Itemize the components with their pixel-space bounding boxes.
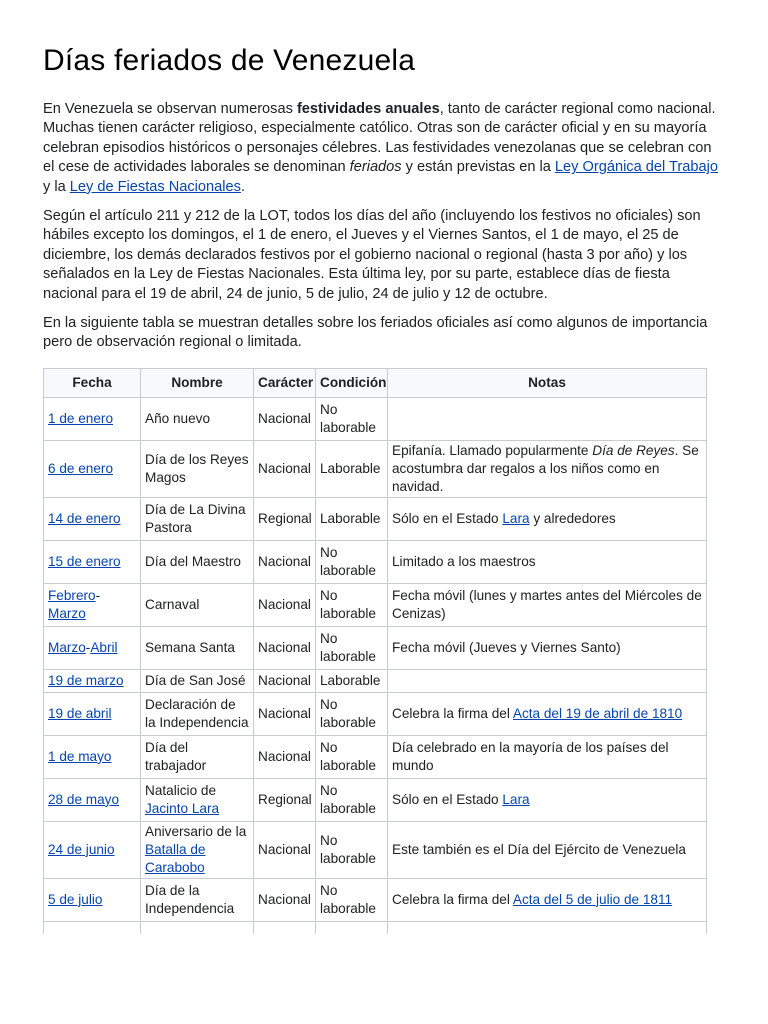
intro-text: . bbox=[240, 178, 245, 195]
cell-caracter: Nacional bbox=[254, 540, 316, 583]
notes-text: Sólo en el Estado bbox=[392, 510, 503, 526]
table-row bbox=[44, 692, 707, 735]
cell-fecha bbox=[44, 540, 141, 583]
intro-paragraph-3: En la siguiente tabla se muestran detalles sobre los feriados oficiales así como algunos de importancia pero de observación regional o limitada. bbox=[43, 315, 708, 351]
cell-condicion: Laborable bbox=[316, 497, 388, 540]
notes-italic-text: Día de Reyes bbox=[592, 442, 675, 458]
cell-caracter: Nacional bbox=[254, 692, 316, 735]
cell-condicion: No laborable bbox=[316, 878, 388, 921]
cell-condicion: No laborable bbox=[316, 821, 388, 878]
table-row bbox=[44, 540, 707, 583]
cell-caracter: Nacional bbox=[254, 397, 316, 440]
date-link[interactable]: 14 de enero bbox=[48, 510, 121, 526]
cell-caracter: Nacional bbox=[254, 669, 316, 692]
cell-nombre: Día del Maestro bbox=[141, 540, 254, 583]
table-row bbox=[44, 735, 707, 778]
link-acta-19-abril-1810[interactable]: Acta del 19 de abril de 1810 bbox=[512, 705, 683, 721]
notes-text: . Se acostumbra dar regalos a los niños como en navidad. bbox=[392, 442, 699, 494]
name-text: Natalicio de bbox=[145, 782, 217, 798]
table-row bbox=[44, 669, 707, 692]
intro-paragraph-1 bbox=[43, 100, 725, 197]
notes-text: y alrededores bbox=[529, 510, 616, 526]
cell-condicion: No laborable bbox=[316, 397, 388, 440]
cell-notas bbox=[388, 669, 707, 692]
cell-notas bbox=[388, 397, 707, 440]
cell-nombre: Día de San José bbox=[141, 669, 254, 692]
cell-fecha bbox=[44, 440, 141, 497]
link-acta-5-julio-1811[interactable]: Acta del 5 de julio de 1811 bbox=[512, 891, 673, 907]
cell-nombre bbox=[141, 821, 254, 878]
cell-fecha bbox=[44, 669, 141, 692]
notes-text: Celebra la firma del bbox=[392, 705, 513, 721]
table-row bbox=[44, 397, 707, 440]
table-row-partial bbox=[44, 921, 707, 934]
date-link[interactable]: 5 de julio bbox=[48, 891, 103, 907]
cell-notas: Fecha móvil (lunes y martes antes del Miércoles de Cenizas) bbox=[388, 583, 707, 626]
cell-fecha bbox=[44, 583, 141, 626]
cell-fecha bbox=[44, 626, 141, 669]
cell-notas: Fecha móvil (Jueves y Viernes Santo) bbox=[388, 626, 707, 669]
date-link[interactable]: 1 de enero bbox=[48, 410, 114, 426]
cell-caracter: Nacional bbox=[254, 735, 316, 778]
cell-nombre: Declaración de la Independencia bbox=[141, 692, 254, 735]
cell-notas bbox=[388, 692, 707, 735]
table-header-row bbox=[44, 368, 707, 397]
month-link-marzo[interactable]: Marzo bbox=[48, 639, 86, 655]
month-link-abril[interactable]: Abril bbox=[90, 639, 118, 655]
cell-notas: Este también es el Día del Ejército de Venezuela bbox=[388, 821, 707, 878]
cell-caracter: Regional bbox=[254, 497, 316, 540]
link-lara[interactable]: Lara bbox=[502, 791, 530, 807]
intro-italic-text: feriados bbox=[349, 159, 402, 176]
link-batalla-de-carabobo[interactable]: Batalla de Carabobo bbox=[145, 841, 206, 875]
cell-condicion: No laborable bbox=[316, 778, 388, 821]
date-link[interactable]: 19 de abril bbox=[48, 705, 112, 721]
cell-fecha bbox=[44, 735, 141, 778]
cell-empty bbox=[141, 921, 254, 934]
notes-text: Sólo en el Estado bbox=[392, 791, 503, 807]
cell-condicion: No laborable bbox=[316, 540, 388, 583]
intro-text: , tanto de carácter regional como nacional. Muchas tienen carácter religioso, especialmente católico. Otras son de carácter oficial y en su mayoría celebran episodios históricos o personajes célebres. Las festividades venezolanas que se celebran con el cese de actividades laborales se denominan bbox=[43, 101, 716, 176]
month-link-marzo[interactable]: Marzo bbox=[48, 605, 86, 621]
cell-caracter: Nacional bbox=[254, 440, 316, 497]
cell-condicion: No laborable bbox=[316, 626, 388, 669]
cell-notas bbox=[388, 878, 707, 921]
cell-nombre: Año nuevo bbox=[141, 397, 254, 440]
cell-fecha bbox=[44, 778, 141, 821]
page-title: Días feriados de Venezuela bbox=[43, 44, 416, 77]
cell-fecha bbox=[44, 821, 141, 878]
cell-nombre: Día de la Independencia bbox=[141, 878, 254, 921]
cell-fecha bbox=[44, 397, 141, 440]
cell-notas bbox=[388, 497, 707, 540]
date-link[interactable]: 28 de mayo bbox=[48, 791, 120, 807]
cell-condicion: No laborable bbox=[316, 735, 388, 778]
cell-notas bbox=[388, 778, 707, 821]
intro-text: y la bbox=[43, 178, 70, 195]
cell-notas: Limitado a los maestros bbox=[388, 540, 707, 583]
notes-text: Epifanía. Llamado popularmente bbox=[392, 442, 593, 458]
date-range-separator: - bbox=[95, 587, 101, 603]
name-text: Aniversario de la bbox=[145, 823, 247, 839]
cell-condicion: No laborable bbox=[316, 583, 388, 626]
cell-empty bbox=[388, 921, 707, 934]
cell-nombre: Día de La Divina Pastora bbox=[141, 497, 254, 540]
link-lara[interactable]: Lara bbox=[502, 510, 530, 526]
intro-text: y están previstas en la bbox=[401, 159, 555, 176]
month-link-febrero[interactable]: Febrero bbox=[48, 587, 96, 603]
table-row bbox=[44, 497, 707, 540]
header-fecha: Fecha bbox=[44, 368, 141, 397]
cell-fecha bbox=[44, 692, 141, 735]
table-row bbox=[44, 821, 707, 878]
link-ley-organica-trabajo[interactable]: Ley Orgánica del Trabajo bbox=[554, 159, 718, 176]
cell-nombre: Día de los Reyes Magos bbox=[141, 440, 254, 497]
table-row bbox=[44, 440, 707, 497]
link-ley-fiestas-nacionales[interactable]: Ley de Fiestas Nacionales bbox=[69, 178, 241, 195]
link-jacinto-lara[interactable]: Jacinto Lara bbox=[145, 800, 220, 816]
table-row bbox=[44, 778, 707, 821]
cell-condicion: Laborable bbox=[316, 440, 388, 497]
notes-text: Celebra la firma del bbox=[392, 891, 513, 907]
cell-condicion: Laborable bbox=[316, 669, 388, 692]
cell-notas bbox=[388, 440, 707, 497]
cell-nombre: Semana Santa bbox=[141, 626, 254, 669]
holidays-table bbox=[43, 368, 707, 934]
table-row bbox=[44, 878, 707, 921]
date-link[interactable]: 15 de enero bbox=[48, 553, 121, 569]
cell-empty bbox=[316, 921, 388, 934]
cell-fecha bbox=[44, 878, 141, 921]
table-row bbox=[44, 583, 707, 626]
cell-caracter: Regional bbox=[254, 778, 316, 821]
header-caracter: Carácter bbox=[254, 368, 316, 397]
intro-text: En Venezuela se observan numerosas bbox=[43, 101, 297, 117]
table-row bbox=[44, 626, 707, 669]
cell-empty bbox=[254, 921, 316, 934]
date-link[interactable]: 19 de marzo bbox=[48, 672, 124, 688]
cell-nombre bbox=[141, 778, 254, 821]
header-notas: Notas bbox=[388, 368, 707, 397]
intro-paragraph-2: Según el artículo 211 y 212 de la LOT, todos los días del año (incluyendo los festivos no oficiales) son hábiles excepto los domingos, el 1 de enero, el Jueves y el Viernes Santos, el 1 de mayo, el 25 de diciembre, los demás declarados festivos por el gobierno nacional o regional (hasta 3 por año) y los señalados en la Ley de Fiestas Nacionales. Esta última ley, por su parte, establece días de fiesta nacional para el 19 de abril, 24 de junio, 5 de julio, 24 de julio y 12 de octubre. bbox=[43, 208, 701, 302]
cell-caracter: Nacional bbox=[254, 626, 316, 669]
cell-fecha bbox=[44, 497, 141, 540]
cell-caracter: Nacional bbox=[254, 821, 316, 878]
date-link[interactable]: 6 de enero bbox=[48, 460, 114, 476]
header-nombre: Nombre bbox=[141, 368, 254, 397]
cell-caracter: Nacional bbox=[254, 583, 316, 626]
cell-caracter: Nacional bbox=[254, 878, 316, 921]
cell-condicion: No laborable bbox=[316, 692, 388, 735]
cell-notas: Día celebrado en la mayoría de los países del mundo bbox=[388, 735, 707, 778]
header-condicion: Condición bbox=[316, 368, 388, 397]
intro-bold-text: festividades anuales bbox=[296, 101, 440, 117]
cell-nombre: Carnaval bbox=[141, 583, 254, 626]
date-range-separator: - bbox=[85, 639, 91, 655]
cell-empty bbox=[44, 921, 141, 934]
date-link[interactable]: 24 de junio bbox=[48, 841, 115, 857]
date-link[interactable]: 1 de mayo bbox=[48, 748, 112, 764]
cell-nombre: Día del trabajador bbox=[141, 735, 254, 778]
